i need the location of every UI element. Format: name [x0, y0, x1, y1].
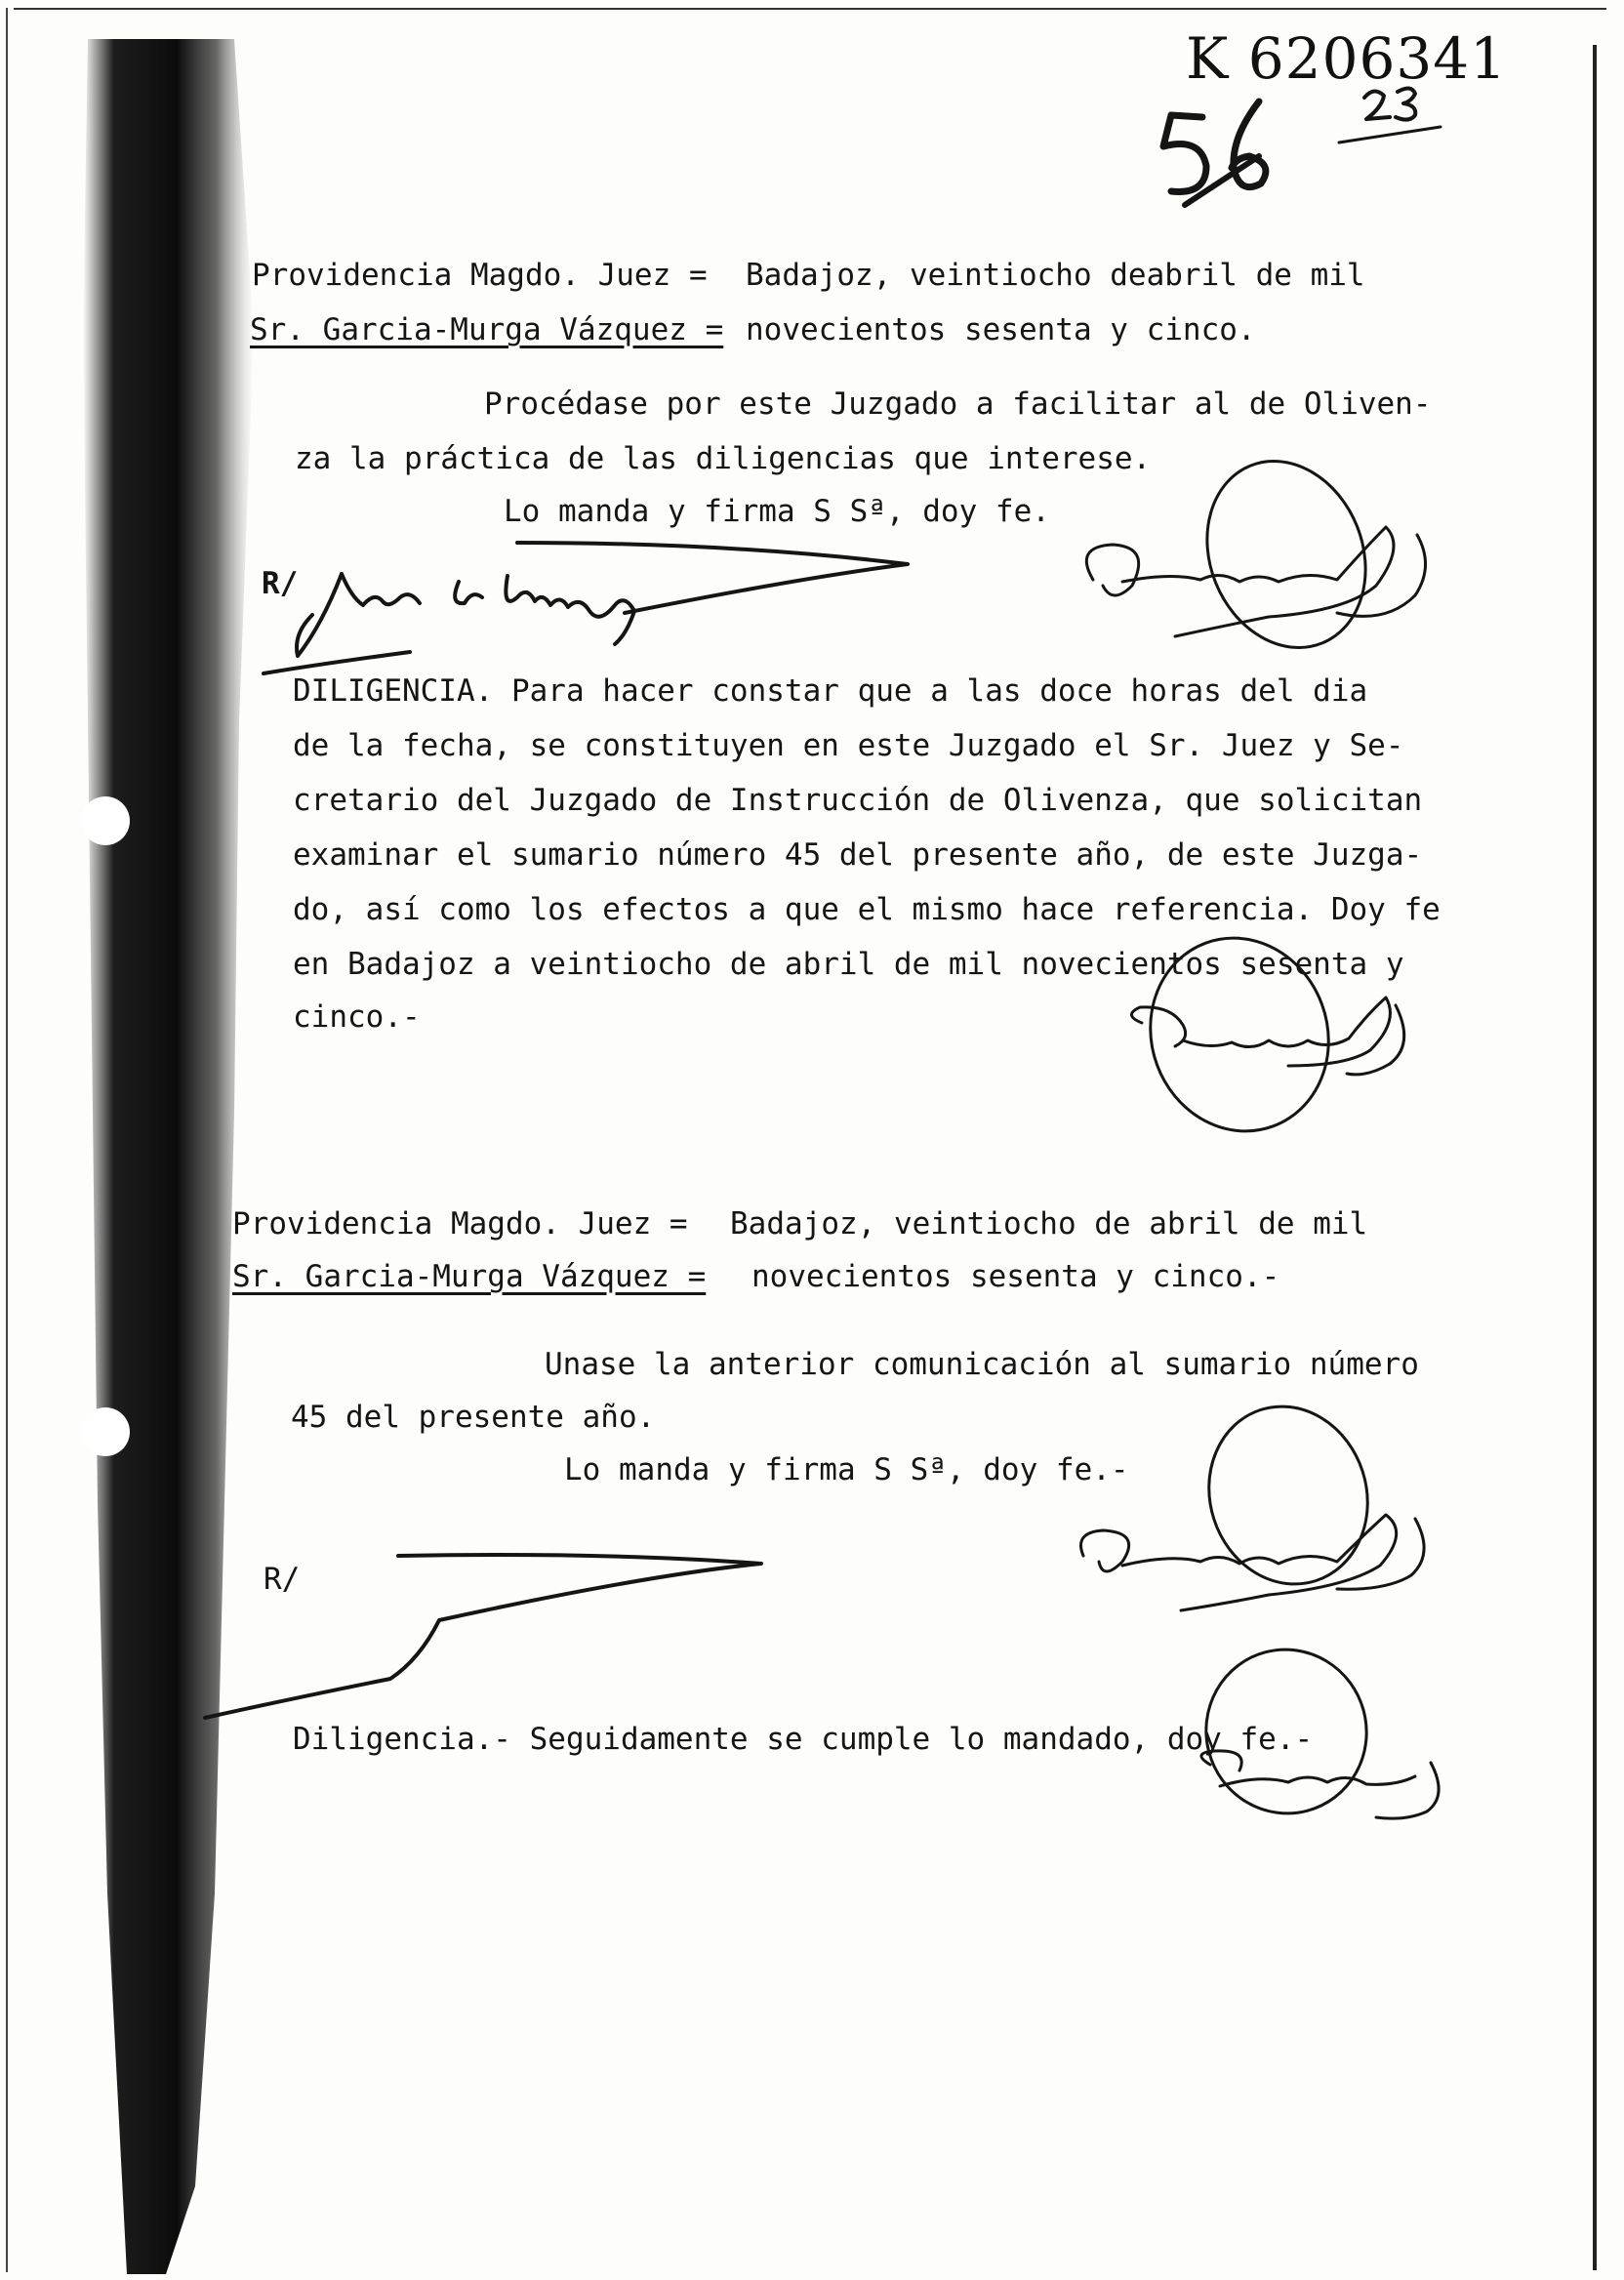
providencia-1-date-line2: novecientos sesenta y cinco.	[746, 312, 1256, 347]
scan-border-top	[14, 8, 1606, 10]
rubric-prefix-2: R/	[264, 1562, 301, 1597]
secretary-signature-3	[1081, 1386, 1425, 1610]
providencia-1-left-line1	[252, 256, 670, 295]
scan-border-right	[1593, 45, 1597, 2270]
providencia-1-body-line1: Procédase por este Juzgado a facilitar al de Oliven-	[484, 387, 1432, 422]
diligencia-1-line-4: examinar el sumario número 45 del presente año, de este Juzga-	[293, 837, 1423, 873]
diligencia-2-text: Diligencia.- Seguidamente se cumple lo mandado, doy fe.-	[293, 1722, 1314, 1757]
judge-signature-1	[264, 543, 908, 673]
providencia-1-date-line1: Badajoz, veintiocho deabril de mil	[746, 258, 1365, 293]
providencia-2-body-line1: Unase la anterior comunicación al sumario número	[545, 1347, 1419, 1382]
punch-hole-bottom	[81, 1407, 130, 1456]
providencia-2-judge-name: Sr. Garcia-Murga Vázquez =	[232, 1259, 707, 1294]
providencia-1-body-line2: za la práctica de las diligencias que interese.	[295, 441, 1152, 476]
providencia-1-closing: Lo manda y firma S Sª, doy fe.	[504, 494, 1050, 529]
diligencia-1-line-3: cretario del Juzgado de Instrucción de Olivenza, que solicitan	[293, 783, 1423, 818]
providencia-1-judge-name: Sr. Garcia-Murga Vázquez =	[250, 312, 724, 347]
punch-hole-top	[81, 796, 130, 845]
providencia-2-closing: Lo manda y firma S Sª, doy fe.-	[564, 1452, 1129, 1487]
document-reference-number: K 6206341	[1186, 25, 1508, 92]
providencia-2-heading: Providencia Magdo. Juez =	[232, 1206, 688, 1242]
providencia-2-body-line2: 45 del presente año.	[291, 1400, 656, 1435]
diligencia-1-line-1: DILIGENCIA. Para hacer constar que a las doce horas del dia	[293, 673, 1368, 709]
handwritten-sub-number	[1339, 88, 1441, 142]
diligencia-1-line-7: cinco.-	[293, 999, 421, 1035]
binding-shadow	[68, 39, 273, 2274]
rubric-prefix-1: R/	[262, 566, 299, 601]
diligencia-1-line-5: do, así como los efectos a que el mismo hace referencia. Doy fe	[293, 892, 1441, 927]
diligencia-1-line-2: de la fecha, se constituyen en este Juzgado el Sr. Juez y Se-	[293, 728, 1404, 763]
scan-border-left	[6, 8, 8, 2272]
providencia-1-heading: Providencia Magdo. Juez	[252, 258, 671, 293]
providencia-2-date-line2: novecientos sesenta y cinco.-	[751, 1259, 1280, 1294]
handwritten-folio-number	[1163, 102, 1266, 205]
diligencia-1-line-6: en Badajoz a veintiocho de abril de mil novecientos sesenta y	[293, 947, 1404, 982]
providencia-2-date-line1: Badajoz, veintiocho de abril de mil	[730, 1206, 1368, 1242]
providencia-1-separator: =	[689, 258, 708, 293]
